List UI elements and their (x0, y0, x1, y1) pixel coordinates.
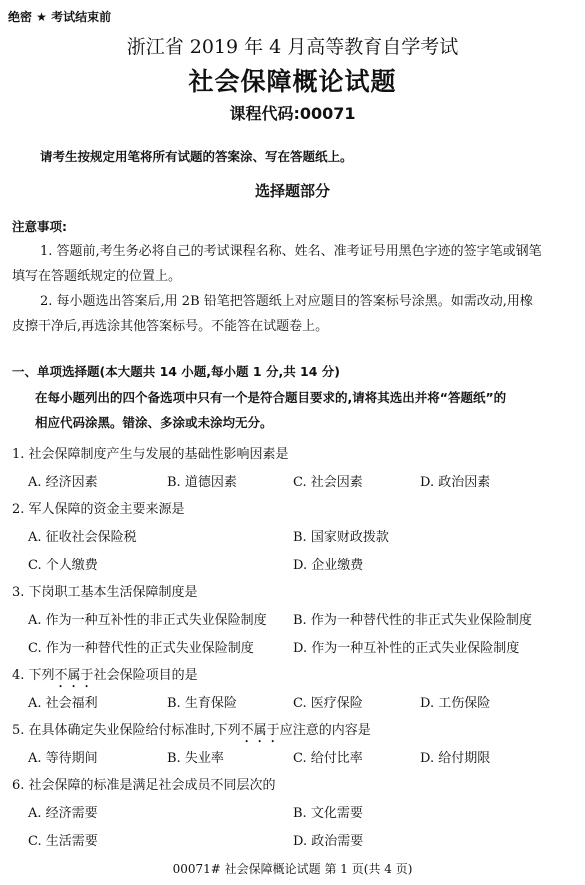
course-code: 课程代码:00071 (229, 104, 356, 123)
question-2-option-b: B. 国家财政拨款 (293, 530, 389, 545)
note-1-line-2: 填写在答题纸规定的位置上。 (12, 269, 182, 284)
answer-instruction: 请考生按规定用笔将所有试题的答案涂、写在答题纸上。 (40, 149, 353, 164)
question-2-option-d: D. 企业缴费 (293, 558, 364, 573)
question-5-stem-emphasis: 不属于 (240, 723, 280, 738)
part1-desc-line-1: 在每小题列出的四个备选项中只有一个是符合题目要求的,请将其选出并将“答题纸”的 (35, 390, 507, 405)
question-3-option-b: B. 作为一种替代性的非正式失业保险制度 (293, 613, 532, 628)
question-5-stem-pre: 5. 在具体确定失业保险给付标准时,下列 (12, 723, 241, 738)
question-4-stem (12, 664, 198, 691)
question-1-option-a: A. 经济因素 (28, 475, 98, 490)
paper-title: 社会保障概论试题 (188, 67, 397, 96)
question-4-option-b: B. 生育保险 (167, 696, 237, 711)
question-5-option-b: B. 失业率 (167, 751, 224, 766)
note-1-line-1: 1. 答题前,考生务必将自己的考试课程名称、姓名、准考证号用黑色字迹的签字笔或钢笔 (40, 244, 542, 259)
question-2-option-a: A. 征收社会保险税 (28, 530, 137, 545)
question-1-option-c: C. 社会因素 (293, 475, 363, 490)
question-4-option-c: C. 医疗保险 (293, 696, 363, 711)
part1-desc-line-2: 相应代码涂黑。错涂、多涂或未涂均无分。 (35, 415, 273, 430)
secret-mark: 绝密 ★ 考试结束前 (8, 10, 112, 24)
question-3-option-c: C. 作为一种替代性的正式失业保险制度 (28, 641, 254, 656)
note-2-line-2: 皮擦干净后,再选涂其他答案标号。不能答在试题卷上。 (12, 319, 329, 334)
question-1-option-d: D. 政治因素 (420, 475, 491, 490)
question-2-stem: 2. 军人保障的资金主要来源是 (12, 502, 185, 517)
question-4-stem-post: 社会保险项目的是 (93, 668, 198, 683)
question-1-option-b: B. 道德因素 (167, 475, 237, 490)
question-4-option-a: A. 社会福利 (28, 696, 98, 711)
question-5-option-c: C. 给付比率 (293, 751, 363, 766)
notes-heading: 注意事项: (12, 219, 67, 234)
question-3-stem: 3. 下岗职工基本生活保障制度是 (12, 585, 198, 600)
question-4-stem-pre: 4. 下列 (12, 668, 55, 683)
question-5-stem (12, 719, 371, 746)
note-2-line-1: 2. 每小题选出答案后,用 2B 铅笔把答题纸上对应题目的答案标号涂黑。如需改动,用橡 (40, 294, 533, 309)
question-6-stem: 6. 社会保障的标准是满足社会成员不同层次的 (12, 778, 276, 793)
question-6-option-a: A. 经济需要 (28, 806, 98, 821)
question-4-stem-emphasis: 不属于 (54, 668, 94, 683)
question-1-stem: 1. 社会保障制度产生与发展的基础性影响因素是 (12, 447, 289, 462)
question-3-option-d: D. 作为一种互补性的正式失业保险制度 (293, 641, 520, 656)
question-6-option-c: C. 生活需要 (28, 834, 98, 849)
question-6-option-b: B. 文化需要 (293, 806, 363, 821)
question-5-option-d: D. 给付期限 (420, 751, 491, 766)
question-5-stem-post: 应注意的内容是 (279, 723, 371, 738)
page-footer: 00071# 社会保障概论试题 第 1 页(共 4 页) (172, 862, 413, 876)
question-6-option-d: D. 政治需要 (293, 834, 364, 849)
question-4-option-d: D. 工伤保险 (420, 696, 491, 711)
question-3-option-a: A. 作为一种互补性的非正式失业保险制度 (28, 613, 267, 628)
question-5-option-a: A. 等待期间 (28, 751, 98, 766)
part1-heading: 一、单项选择题(本大题共 14 小题,每小题 1 分,共 14 分) (12, 364, 341, 379)
section-title: 选择题部分 (254, 182, 330, 200)
question-2-option-c: C. 个人缴费 (28, 558, 98, 573)
exam-title: 浙江省 2019 年 4 月高等教育自学考试 (126, 36, 459, 58)
